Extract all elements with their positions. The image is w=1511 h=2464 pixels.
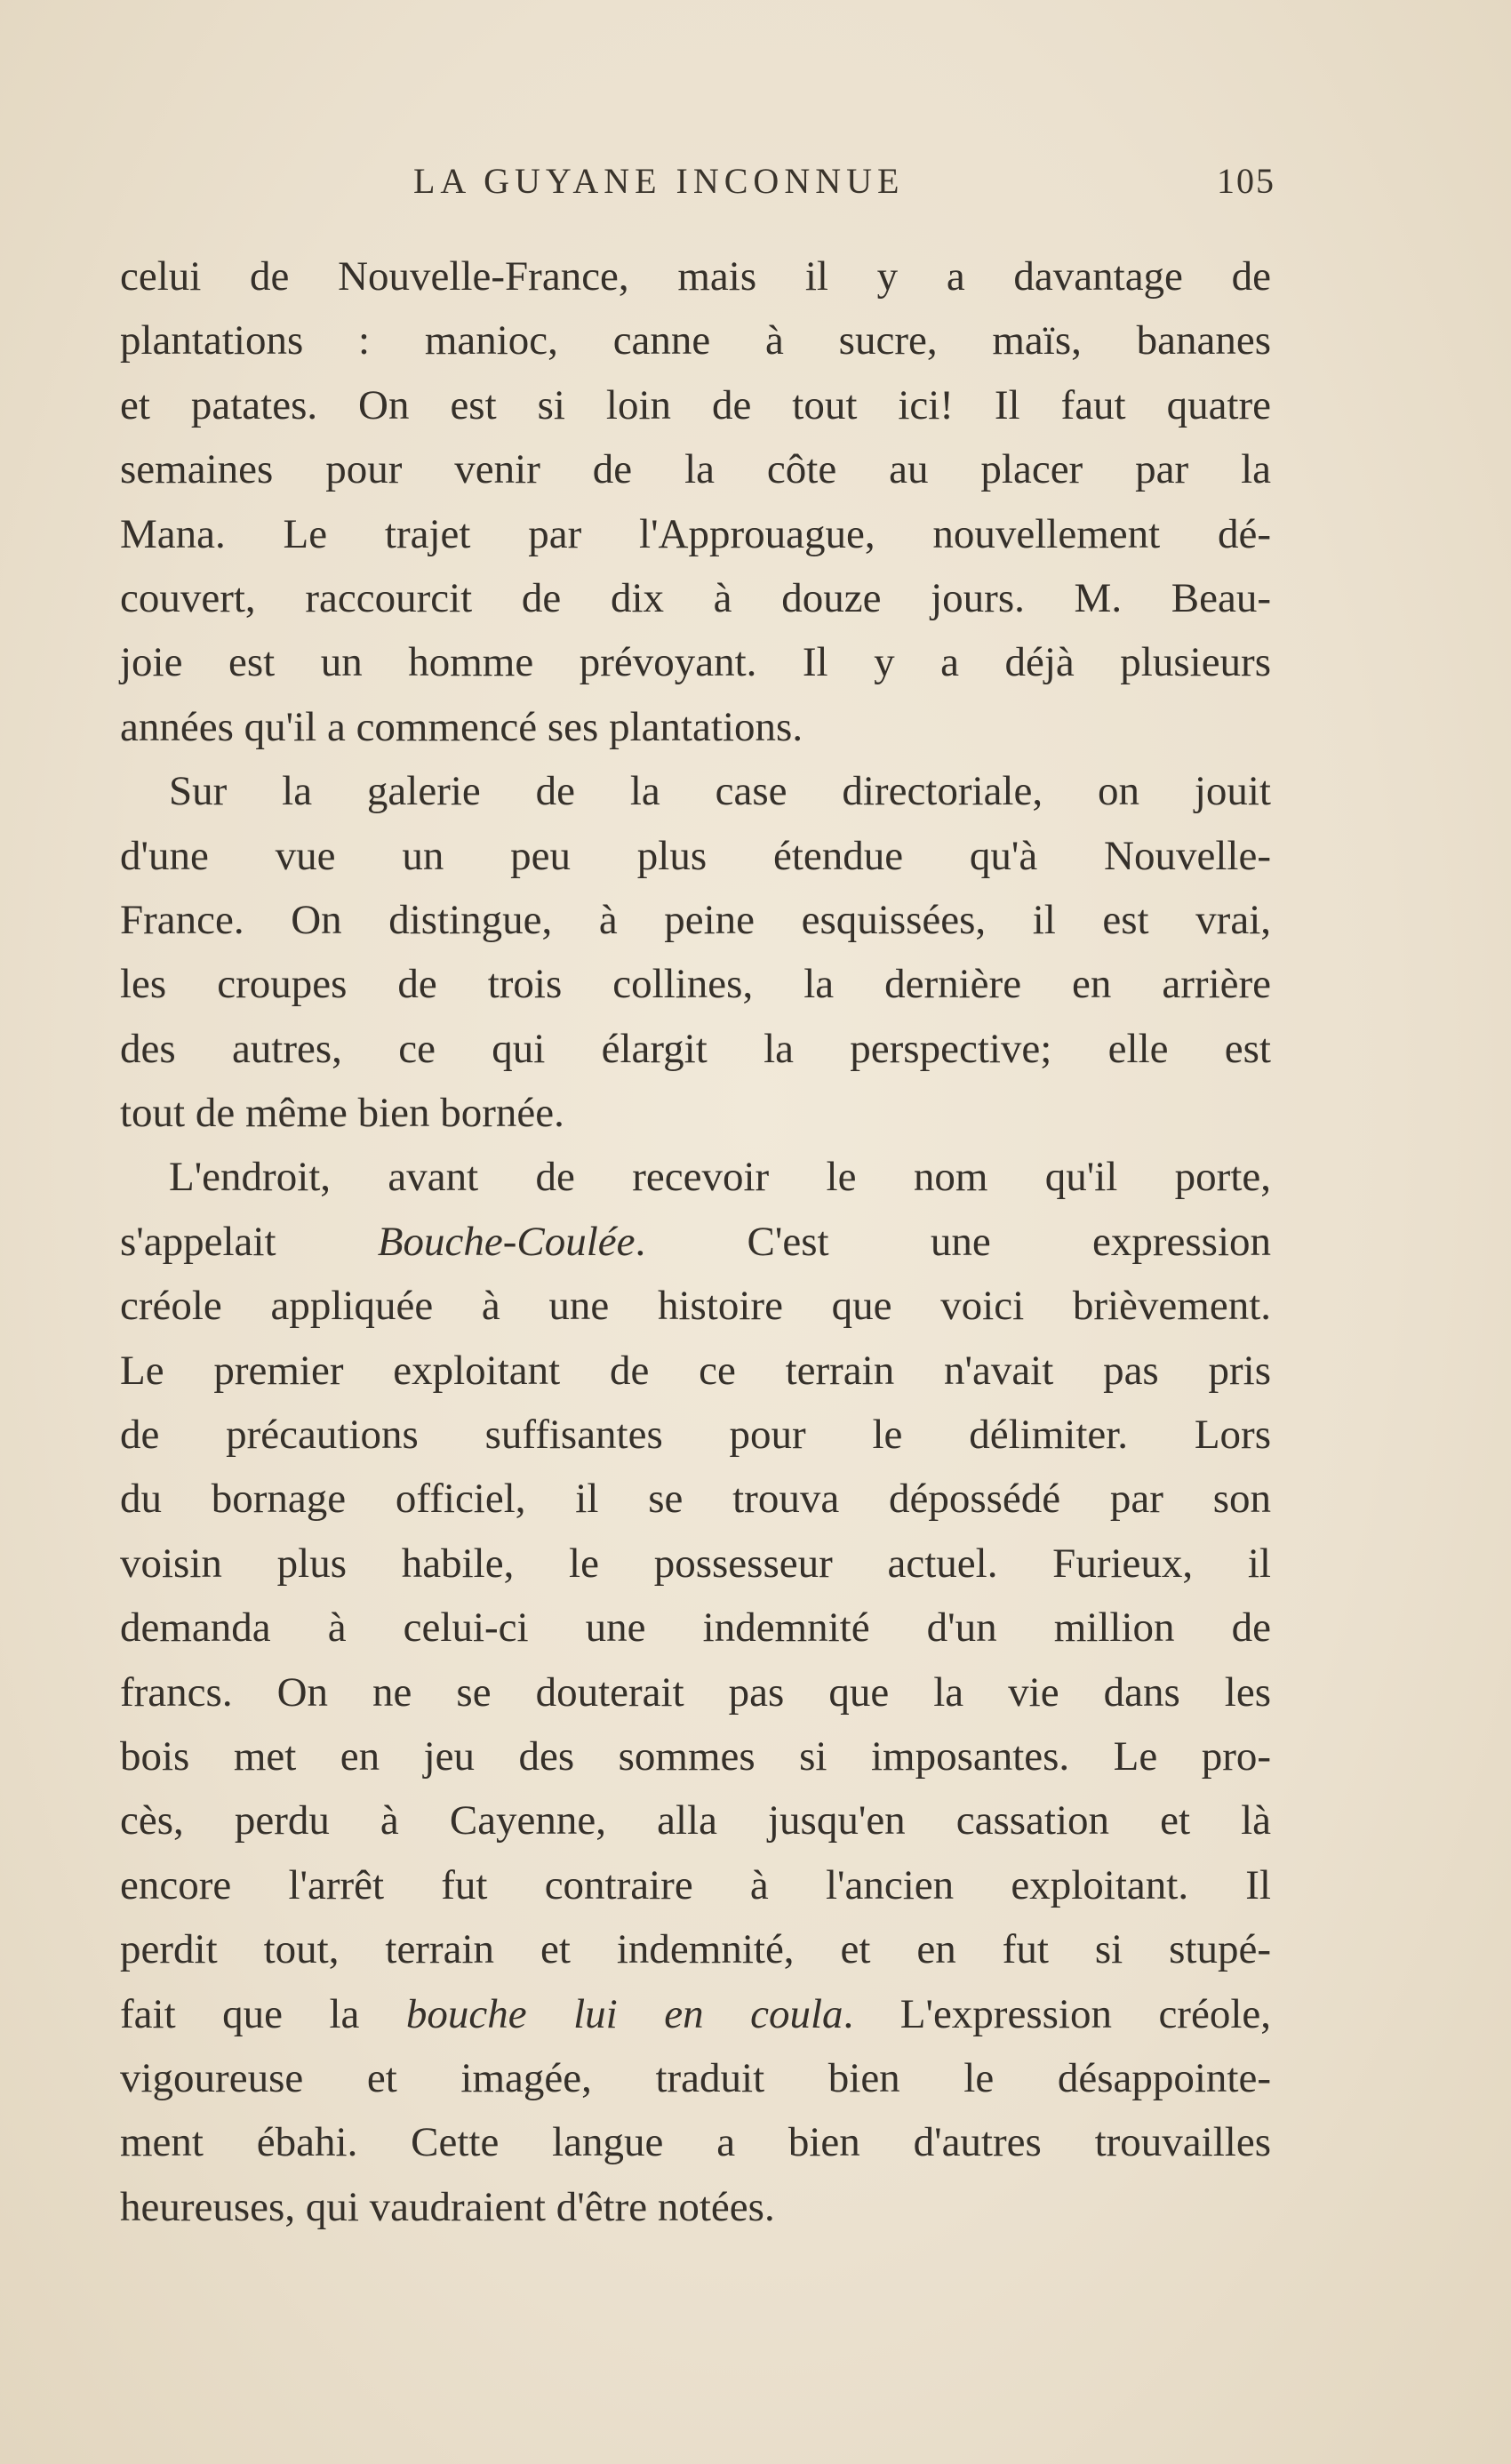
text-line: tout de même bien bornée. [120,1090,564,1137]
text-line: francs. On ne se douterait pas que la vie dans les [120,1668,1271,1716]
italic-term: bouche lui en coula [405,1990,843,2037]
text-line: de précautions suffisantes pour le délimiter. Lors [120,1412,1271,1459]
text-line: voisin plus habile, le possesseur actuel. Furieux, il [120,1540,1271,1587]
text-line: et patates. On est si loin de tout ici! Il faut quatre [120,381,1271,428]
text-line: d'une vue un peu plus étendue qu'à Nouvelle- [120,832,1271,879]
italic-term: Bouche-Coulée [377,1218,636,1265]
text-line: créole appliquée à une histoire que voici brièvement. [120,1283,1271,1330]
text-line: France. On distingue, à peine esquissées, il est vrai, [120,896,1271,943]
running-title: LA GUYANE INCONNUE [413,161,905,201]
text-line: s'appelait Bouche-Coulée. C'est une expression [120,1218,1271,1265]
text-line: L'endroit, avant de recevoir le nom qu'il porte, [169,1154,1271,1201]
text-line: couvert, raccourcit de dix à douze jours. M. Beau- [120,574,1271,621]
page-number: 105 [1217,161,1275,201]
text-line: joie est un homme prévoyant. Il y a déjà plusieurs [120,639,1271,686]
page-header [120,160,1275,213]
text-line: les croupes de trois collines, la dernière en arrière [120,961,1271,1008]
body-text [120,244,1271,2239]
text-line: ment ébahi. Cette langue a bien d'autres trouvailles [120,2119,1271,2166]
text-line: encore l'arrêt fut contraire à l'ancien exploitant. Il [120,1861,1271,1908]
text-line: Sur la galerie de la case directoriale, on jouit [169,768,1271,815]
text-line: perdit tout, terrain et indemnité, et en fut si stupé- [120,1926,1271,1973]
text-line: demanda à celui-ci une indemnité d'un million de [120,1604,1271,1652]
text-line: des autres, ce qui élargit la perspective; elle est [120,1025,1271,1072]
text-line: heureuses, qui vaudraient d'être notées. [120,2183,775,2230]
text-line: cès, perdu à Cayenne, alla jusqu'en cassation et là [120,1797,1271,1844]
text-line: fait que la bouche lui en coula. L'expression créole, [120,1990,1271,2037]
text-line: plantations : manioc, canne à sucre, maïs, bananes [120,317,1271,364]
text-line: semaines pour venir de la côte au placer par la [120,446,1271,493]
text-line: celui de Nouvelle-France, mais il y a davantage de [120,253,1271,300]
text-line: vigoureuse et imagée, traduit bien le désappointe- [120,2054,1271,2101]
text-line: du bornage officiel, il se trouva dépossédé par son [120,1476,1271,1523]
text-line: Le premier exploitant de ce terrain n'avait pas pris [120,1347,1271,1394]
text-line: bois met en jeu des sommes si imposantes. Le pro- [120,1732,1271,1780]
text-line: années qu'il a commencé ses plantations. [120,703,803,750]
text-line: Mana. Le trajet par l'Approuague, nouvellement dé- [120,510,1271,557]
